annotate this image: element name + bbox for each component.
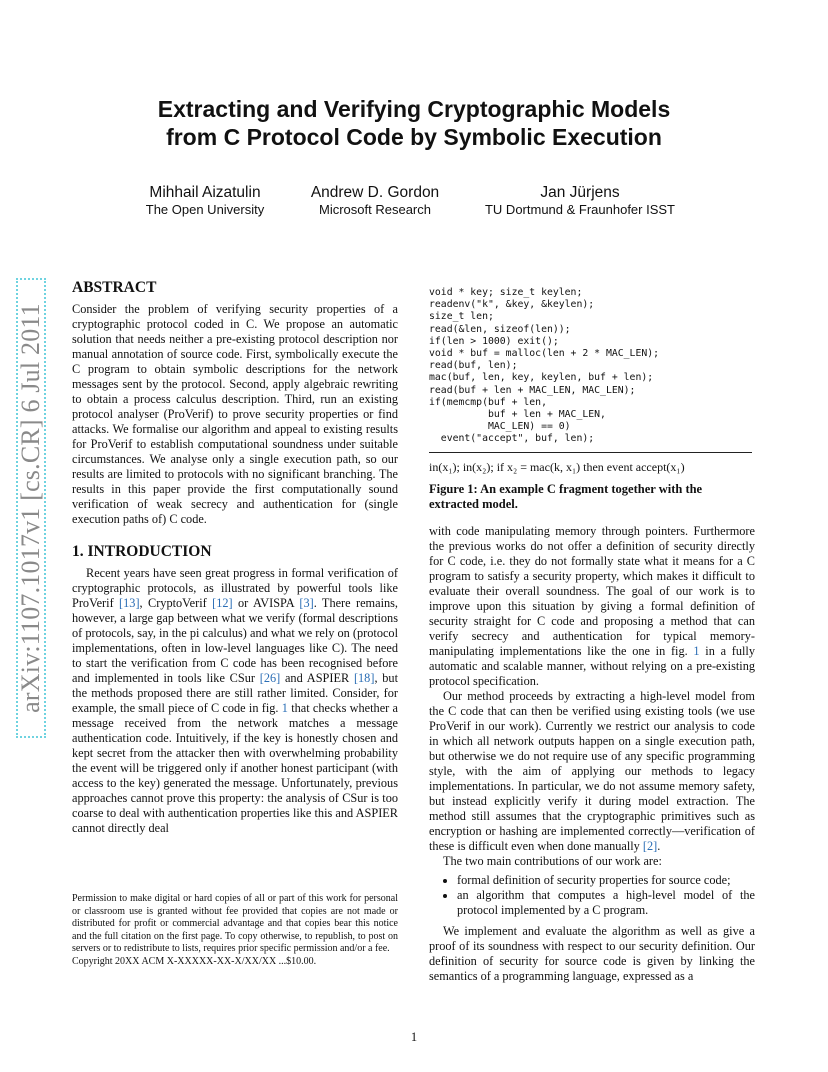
title-line-2: from C Protocol Code by Symbolic Execution [166,124,662,150]
code-line: mac(buf, len, key, keylen, buf + len); [429,372,654,384]
page-number: 1 [410,1030,418,1044]
author-affiliation: Microsoft Research [319,202,431,217]
permission-notice [72,893,398,969]
code-line: void * buf = malloc(len + 2 * MAC_LEN); [429,348,660,360]
intro-paragraph-3: The two main contributions of our work are: [443,854,662,868]
figure-reference-link[interactable]: 1 [281,701,288,715]
figure-caption: Figure 1: An example C fragment together with the extracted model. [429,482,703,511]
intro-paragraph-4: We implement and evaluate the algorithm as well as give a proof of its soundness with respect to our security definition. Our definition of security for source code is given by linking the semantics of a programming language, expressed as a [429,924,755,983]
code-line: read(buf, len); [429,360,518,372]
introduction-heading: 1. INTRODUCTION [72,543,212,560]
figure-divider [429,452,752,453]
code-listing [429,287,759,446]
code-line: MAC_LEN) == 0) [429,421,571,433]
right-column [429,524,755,984]
code-line: buf + len + MAC_LEN, [429,409,606,421]
author-block-2 [280,184,470,218]
author-name: Jan Jürjens [540,184,620,201]
code-line: read(buf + len + MAC_LEN, MAC_LEN); [429,384,636,396]
code-line: if(memcmp(buf + len, [429,396,547,408]
arxiv-stamp-text: arXiv:1107.1017v1 [cs.CR] 6 Jul 2011 [16,303,45,713]
copyright-line: Copyright 20XX ACM X-XXXXX-XX-X/XX/XX ...$10.00. [72,955,317,967]
code-line: event("accept", buf, len); [429,433,595,445]
citation-link[interactable]: [2] [642,839,658,853]
arxiv-stamp[interactable] [16,278,46,738]
citation-link[interactable]: [12] [212,596,233,610]
citation-link[interactable]: [3] [299,596,314,610]
author-name: Mihhail Aizatulin [149,184,261,201]
intro-paragraph-1: Recent years have seen great progress in formal verification of cryptographic protocols, as illustrated by powerful tools like ProVerif [13], CryptoVerif [12] or AVISPA [3]. There remains, however, a large gap between what we verify (formal descriptions of protocols, say, in the pi calculus) and what we rely on (protocol implementations, often in low-level languages like C). The need to start the verification from C code has been recognised before and implemented in tools like CSur [26] and ASPIER [18], but the methods proposed there are still rather limited. Consider, for example, the small piece of C code in fig. 1 that checks whether a message received from the network matches a message authentication code. Intuitively, if the key is honestly chosen and kept secret from the attacker then with overwhelming probability the event will be triggered only if another honest participant (with access to the key) generated the message. Unfortunately, previous approaches cannot prove this property: the analysis of CSur is too coarse to deal with authentication properties like this and ASPIER cannot directly deal [72,566,398,835]
list-item: • formal definition of security properties for source code; [457,873,755,888]
abstract-text: Consider the problem of verifying security properties of a cryptographic protocol coded in C. We propose an automatic solution that needs neither a pre-existing protocol description nor manual annotation of source code. First, symbolically execute the C program to obtain symbolic descriptions for the network messages sent by the protocol. Second, apply algebraic rewriting to obtain a process calculus description. Third, run an existing protocol analyser (ProVerif) to prove security properties or find attacks. We formalise our algorithm and appeal to existing results for ProVerif to establish computational soundness under suitable circumstances. We analyse only a single execution path, so our results are limited to protocols with no significant branching. The results in this paper provide the first computationally sound verification of weak secrecy and authentication for (single execution paths of) C code. [72,302,398,526]
paper-title [60,95,768,151]
code-line: if(len > 1000) exit(); [429,335,559,347]
citation-link[interactable]: [13] [119,596,140,610]
citation-link[interactable]: [18] [353,671,375,685]
code-line: void * key; size_t keylen; [429,287,583,298]
code-line: size_t len; [429,311,494,323]
left-column [72,279,398,836]
list-item: • an algorithm that computes a high-level model of the protocol implemented by a C program. [457,888,755,918]
citation-link[interactable]: [26] [259,671,281,685]
author-block-1 [110,184,300,218]
author-name: Andrew D. Gordon [310,184,440,201]
contributions-list [429,873,755,918]
intro-paragraph-continued: with code manipulating memory through pointers. Furthermore the previous works do not offer a definition of security directly for C code, i.e. they do not formally state what it means for a C program to satisfy a security property, which makes it difficult to evaluate their overall soundness. The goal of our work is to improve upon this situation by giving a formal definition of security straight for C code and proposing a method that can verify secrecy and authentication for typical memory-manipulating implementations like the one in fig. 1 in a fully automatic and scalable manner, without relying on a pre-existing protocol specification. [429,524,755,688]
abstract-heading: ABSTRACT [72,279,157,296]
title-line-1: Extracting and Verifying Cryptographic Models [157,96,671,122]
figure-reference-link[interactable]: 1 [693,644,700,658]
author-affiliation: The Open University [145,202,265,217]
extracted-model: in(x₁); in(x₂); if x₂ = mac(k, x₁) then event accept(x₁) [429,460,685,474]
intro-paragraph-2: Our method proceeds by extracting a high-level model from the C code that can then be verified using existing tools (we use ProVerif in our work). Currently we restrict our analysis to code in which all network outputs happen on a single execution path, but otherwise we do not require use of any specific programming style, with the aim of applying our methods to legacy implementations. In particular, we do not assume memory safety, but instead explicitly verify it during model extraction. The method still assumes that the cryptographic primitives such as encryption or hashing are implemented correctly—verification of these is difficult even when done manually [2]. [429,689,755,853]
author-affiliation: TU Dortmund & Fraunhofer ISST [484,202,675,217]
permission-text: Permission to make digital or hard copies of all or part of this work for personal or classroom use is granted without fee provided that copies are not made or distributed for profit or commercial advantage and that copies bear this notice and the full citation on the first page. To copy otherwise, to republish, to post on servers or to redistribute to lists, requires prior specific permission and/or a fee. [72,893,398,955]
code-line: read(&len, sizeof(len)); [429,323,571,335]
author-block-3 [470,184,690,218]
code-line: readenv("k", &key, &keylen); [429,299,595,311]
